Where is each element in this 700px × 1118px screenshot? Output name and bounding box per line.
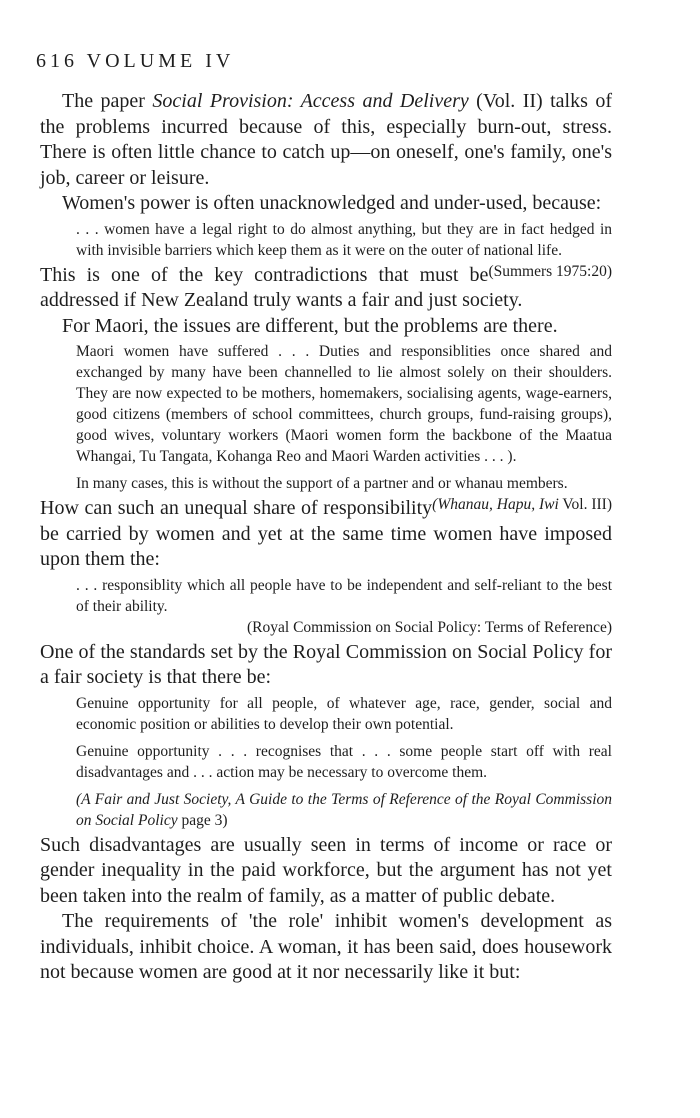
quote-fair-citation [76,789,612,831]
quote-fair-citation-title: (A Fair and Just Society, A Guide to the Terms of Reference of the Royal Commission on Social Policy [76,790,612,829]
paragraph-7: Such disadvantages are usually seen in terms of income or race or gender inequality in the paid workforce, but the argument has not yet been taken into the realm of family, as a matter of public debate. [40,833,612,907]
quote-maori-para-2 [76,473,612,513]
quote-summers-text [76,219,612,280]
paragraph-8: The requirements of 'the role' inhibit women's development as individuals, inhibit choice. A woman, it has been said, does housework not because women are good at it nor necessarily like it but: [40,910,612,983]
quote-maori-para-1: Maori women have suffered . . . Duties and responsiblities once shared and exchanged by many have been channelled to lie almost solely on their shoulders. They are now expected to be mothers, homemakers, socialising agents, wage-earners, good citizens (members of school committees, church groups, fund-raising groups), good wives, voluntary workers (Maori women form the backbone of the Maatua Whangai, Tu Tangata, Kohanga Reo and Maori Warden activities . . . ). [76,343,612,465]
paragraph-1 [40,89,612,191]
volume-label: VOLUME IV [86,50,235,72]
quote-summers-body: . . . women have a legal right to do almost anything, but they are in fact hedged in with invisible barriers which keep them as it were on the outer of national life. [76,220,612,259]
paragraph-2: Women's power is often unacknowledged and under-used, because: [62,192,602,214]
quote-maori-citation-title: (Whanau, Hapu, Iwi [432,496,559,513]
quote-maori-women [76,341,612,513]
paragraph-1-text-a: The paper [62,90,153,112]
running-header [36,50,234,73]
paper-title: Social Provision: Access and Delivery [152,90,469,112]
paragraph-4: For Maori, the issues are different, but the problems are there. [62,314,558,337]
quote-summers-citation: (Summers 1975:20) [488,262,612,280]
quote-maori-citation [432,494,612,515]
quote-fair-para-1: Genuine opportunity for all people, of whatever age, race, gender, social and economic position or abilities to develop their own potential. [76,694,612,733]
paragraph-6: One of the standards set by the Royal Commission on Social Policy for a fair society is that there be: [40,640,612,688]
quote-fair-para-2: Genuine opportunity . . . recognises that . . . some people start off with real disadvantages and . . . action may be necessary to overcome them. [76,742,612,781]
page-body [40,89,612,986]
paragraph-3: This is one of the key contradictions that must be addressed if New Zealand truly wants a fair and just society. [40,263,523,311]
quote-terms-of-reference [76,575,612,638]
quote-terms-text: . . . responsiblity which all people have to be independent and self-reliant to the best of their ability. [76,576,612,615]
paragraph-5: How can such an unequal share of responsibility be carried by women and yet at the same time women have imposed upon them the: [40,497,612,570]
quote-maori-para-2-text: In many cases, this is without the support of a partner and or whanau members. [76,475,568,492]
quote-fair-citation-rest: page 3) [177,811,228,829]
quote-terms-citation: (Royal Commission on Social Policy: Terms of Reference) [247,618,612,636]
paragraph-1-text-b: (Vol. II) talks of the problems incurred because of this, especially burn-out, stress. There is often little chance to catch up—on oneself, one's family, one's job, career or leisure. [40,90,612,189]
quote-maori-citation-rest: Vol. III) [558,496,612,513]
page-number: 616 [36,50,78,72]
quote-summers [76,219,612,280]
quote-fair-society [76,693,612,831]
